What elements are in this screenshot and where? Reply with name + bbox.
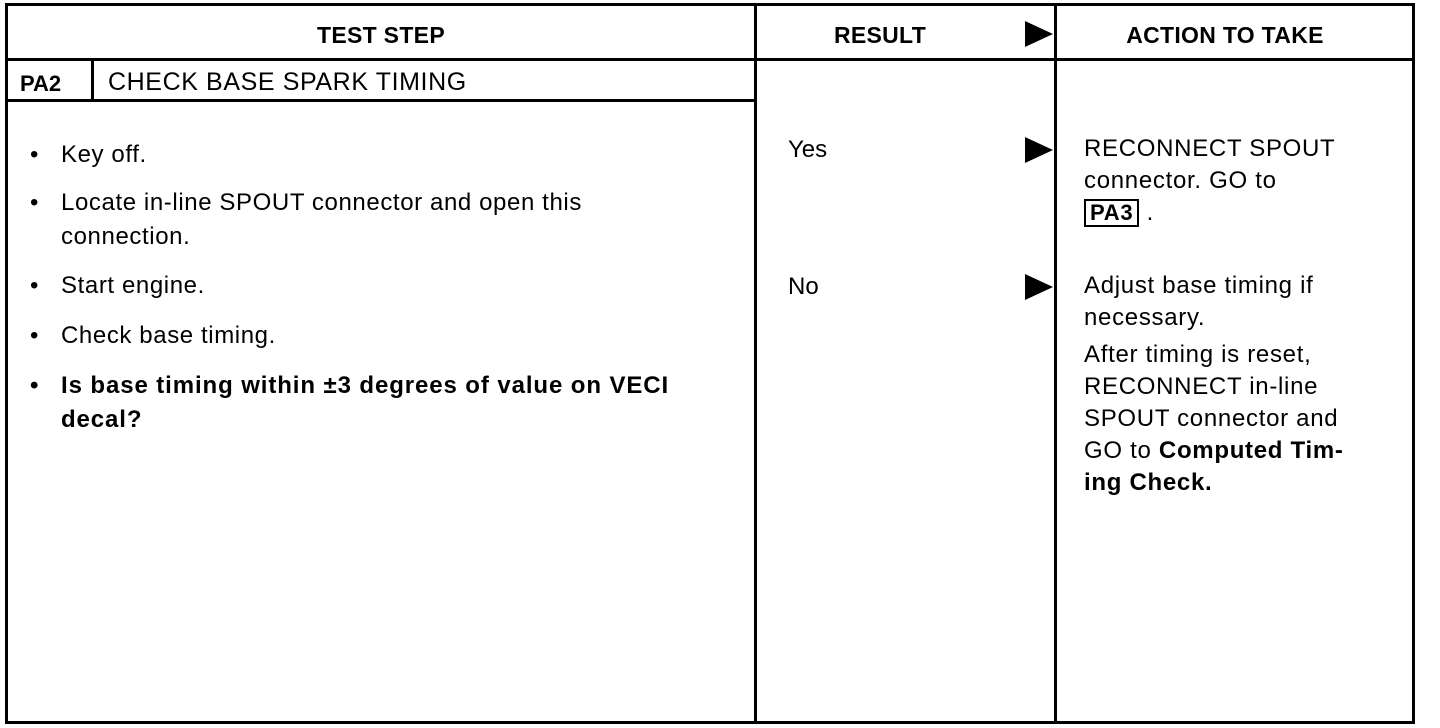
action-yes-reference <box>1084 197 1404 229</box>
computed-timing-check-ref-cont: ing Check. <box>1084 469 1213 496</box>
bullet-dot-icon: • <box>30 189 40 216</box>
bullet-text: Check base timing. <box>61 322 276 349</box>
bullet-text: Locate in-line SPOUT connector and open this connection. <box>61 189 582 250</box>
bullet-dot-icon: • <box>30 141 40 168</box>
computed-timing-check-ref: Computed Tim- <box>1158 437 1344 464</box>
action-no-line: Adjust base timing if <box>1084 272 1314 299</box>
header-arrow-icon <box>1025 21 1053 47</box>
action-yes <box>1084 133 1404 229</box>
result-no: No <box>788 273 819 300</box>
action-no-line: RECONNECT in-line <box>1084 373 1319 400</box>
bullet-item <box>30 269 720 303</box>
action-yes-line: connector. GO to <box>1084 167 1277 194</box>
action-no-go-to: GO to <box>1084 437 1152 464</box>
step-id: PA2 <box>20 71 62 96</box>
bullet-item-question <box>30 369 710 437</box>
bullet-dot-icon: • <box>30 272 40 299</box>
step-title: CHECK BASE SPARK TIMING <box>108 68 467 96</box>
result-no-arrow-icon <box>1025 274 1053 300</box>
header-divider <box>5 58 1415 61</box>
bullet-text: Start engine. <box>61 272 205 299</box>
step-title-divider <box>5 99 757 102</box>
result-yes: Yes <box>788 136 828 163</box>
bullet-text: Key off. <box>61 141 147 168</box>
reference-suffix: . <box>1146 199 1155 226</box>
bullet-item <box>30 319 720 353</box>
column-divider-test-step <box>754 3 757 724</box>
bullet-item <box>30 186 690 254</box>
action-no <box>1084 270 1404 499</box>
header-test-step: TEST STEP <box>317 22 445 48</box>
step-id-divider <box>91 60 94 101</box>
action-no-line: SPOUT connector and <box>1084 405 1339 432</box>
header-result: RESULT <box>833 22 927 48</box>
bullet-item <box>30 138 720 172</box>
bullet-dot-icon: • <box>30 372 40 399</box>
action-no-line: After timing is reset, <box>1084 341 1312 368</box>
action-no-line <box>1084 435 1404 467</box>
bullet-text: Is base timing within ±3 degrees of value on VECI decal? <box>61 372 670 433</box>
action-no-line: necessary. <box>1084 304 1206 331</box>
bullet-dot-icon: • <box>30 322 40 349</box>
header-action: ACTION TO TAKE <box>1126 22 1324 48</box>
column-divider-result <box>1054 3 1057 724</box>
step-reference-pa3: PA3 <box>1084 199 1139 227</box>
action-yes-line: RECONNECT SPOUT <box>1084 135 1336 162</box>
result-yes-arrow-icon <box>1025 137 1053 163</box>
